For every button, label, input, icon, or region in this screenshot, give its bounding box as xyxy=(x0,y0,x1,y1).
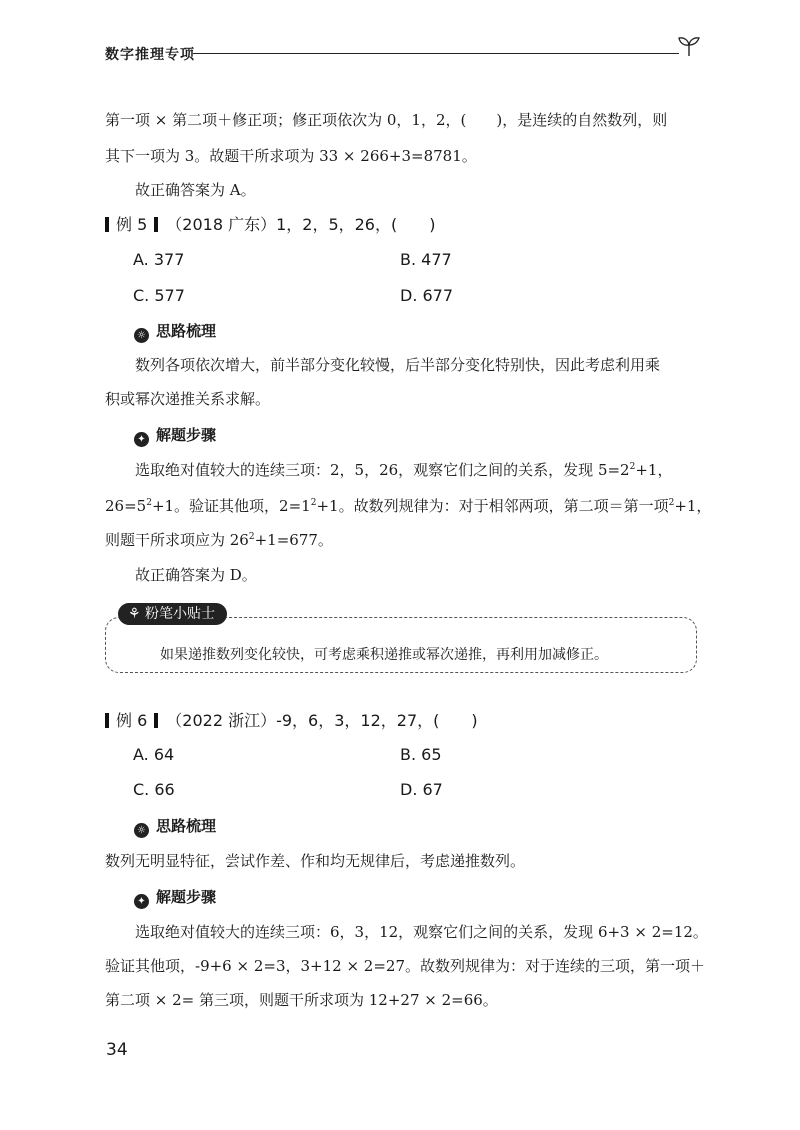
example-5-label: 例 5 xyxy=(116,215,148,234)
option-a: A. 64 xyxy=(133,745,175,764)
steps-title: 解题步骤 xyxy=(156,888,217,906)
option-d: D. 677 xyxy=(400,286,454,305)
label-bar xyxy=(105,713,109,728)
example-6-stem: （2022 浙江）-9，6，3，12，27，( ) xyxy=(166,711,478,730)
tip-label: ⚘ 粉笔小贴士 xyxy=(118,603,227,625)
running-header xyxy=(105,40,705,64)
analysis-heading xyxy=(134,321,216,343)
text-line: 则题干所求项应为 $26^2+1=677$。 xyxy=(105,531,333,549)
option-c: C. 66 xyxy=(133,780,175,799)
answer-line: 故正确答案为 A。 xyxy=(135,181,256,199)
steps-title: 解题步骤 xyxy=(156,426,217,444)
page-number: 34 xyxy=(106,1040,128,1060)
text-line: $26=5^2+1$。验证其他项，$2=1^2+1$。故数列规律为：对于相邻两项，第二项＝第一项$^2$+1， xyxy=(105,497,712,515)
option-b: B. 65 xyxy=(400,745,442,764)
sun-icon: ☼ xyxy=(134,823,149,838)
analysis-title: 思路梳理 xyxy=(156,817,217,835)
option-d: D. 67 xyxy=(400,780,443,799)
steps-heading xyxy=(134,425,216,447)
answer-line: 故正确答案为 D。 xyxy=(135,566,257,584)
header-rule xyxy=(193,53,679,54)
option-b: B. 477 xyxy=(400,250,452,269)
option-a: A. 377 xyxy=(133,250,185,269)
label-bar xyxy=(154,217,158,232)
compass-icon: ✦ xyxy=(134,894,149,909)
example-5-stem: （2018 广东）1，2，5，26，( ) xyxy=(166,215,436,234)
text-line: 第二项 × 2= 第三项，则题干所求项为 12+27 × 2=66。 xyxy=(105,991,498,1009)
text-line: 数列无明显特征，尝试作差、作和均无规律后，考虑递推数列。 xyxy=(105,852,526,870)
compass-icon: ✦ xyxy=(134,432,149,447)
option-c: C. 577 xyxy=(133,286,185,305)
tip-box xyxy=(105,617,697,673)
analysis-title: 思路梳理 xyxy=(156,322,217,340)
example-6-question xyxy=(105,711,478,731)
tip-text: 如果递推数列变化较快，可考虑乘积递推或幂次递推，再利用加减修正。 xyxy=(160,647,608,663)
text-line: 其下一项为 3。故题干所求项为 33 × 266+3=8781。 xyxy=(105,147,477,165)
text-line: 验证其他项，-9+6 × 2=3，3+12 × 2=27。故数列规律为：对于连续的三项，第一项＋ xyxy=(105,957,705,975)
steps-heading xyxy=(134,887,216,909)
sun-icon: ☼ xyxy=(134,328,149,343)
text-line: 选取绝对值较大的连续三项：2，5，26，观察它们之间的关系，发现 $5=2^2+1$， xyxy=(135,461,673,479)
analysis-heading xyxy=(134,816,216,838)
example-6-label: 例 6 xyxy=(116,711,148,730)
header-title: 数字推理专项 xyxy=(105,47,195,63)
text-line: 选取绝对值较大的连续三项：6，3，12，观察它们之间的关系，发现 6+3 × 2=12。 xyxy=(135,923,708,941)
text-line: 第一项 × 第二项＋修正项；修正项依次为 0，1，2，( )，是连续的自然数列，则 xyxy=(105,111,668,129)
example-5-question xyxy=(105,215,435,235)
sprout-icon xyxy=(675,34,703,58)
label-bar xyxy=(105,217,109,232)
text-line: 积或幂次递推关系求解。 xyxy=(105,390,271,408)
sprout-icon: ⚘ xyxy=(128,606,146,622)
text-line: 数列各项依次增大，前半部分变化较慢，后半部分变化特别快，因此考虑利用乘 xyxy=(135,356,661,374)
label-bar xyxy=(154,713,158,728)
